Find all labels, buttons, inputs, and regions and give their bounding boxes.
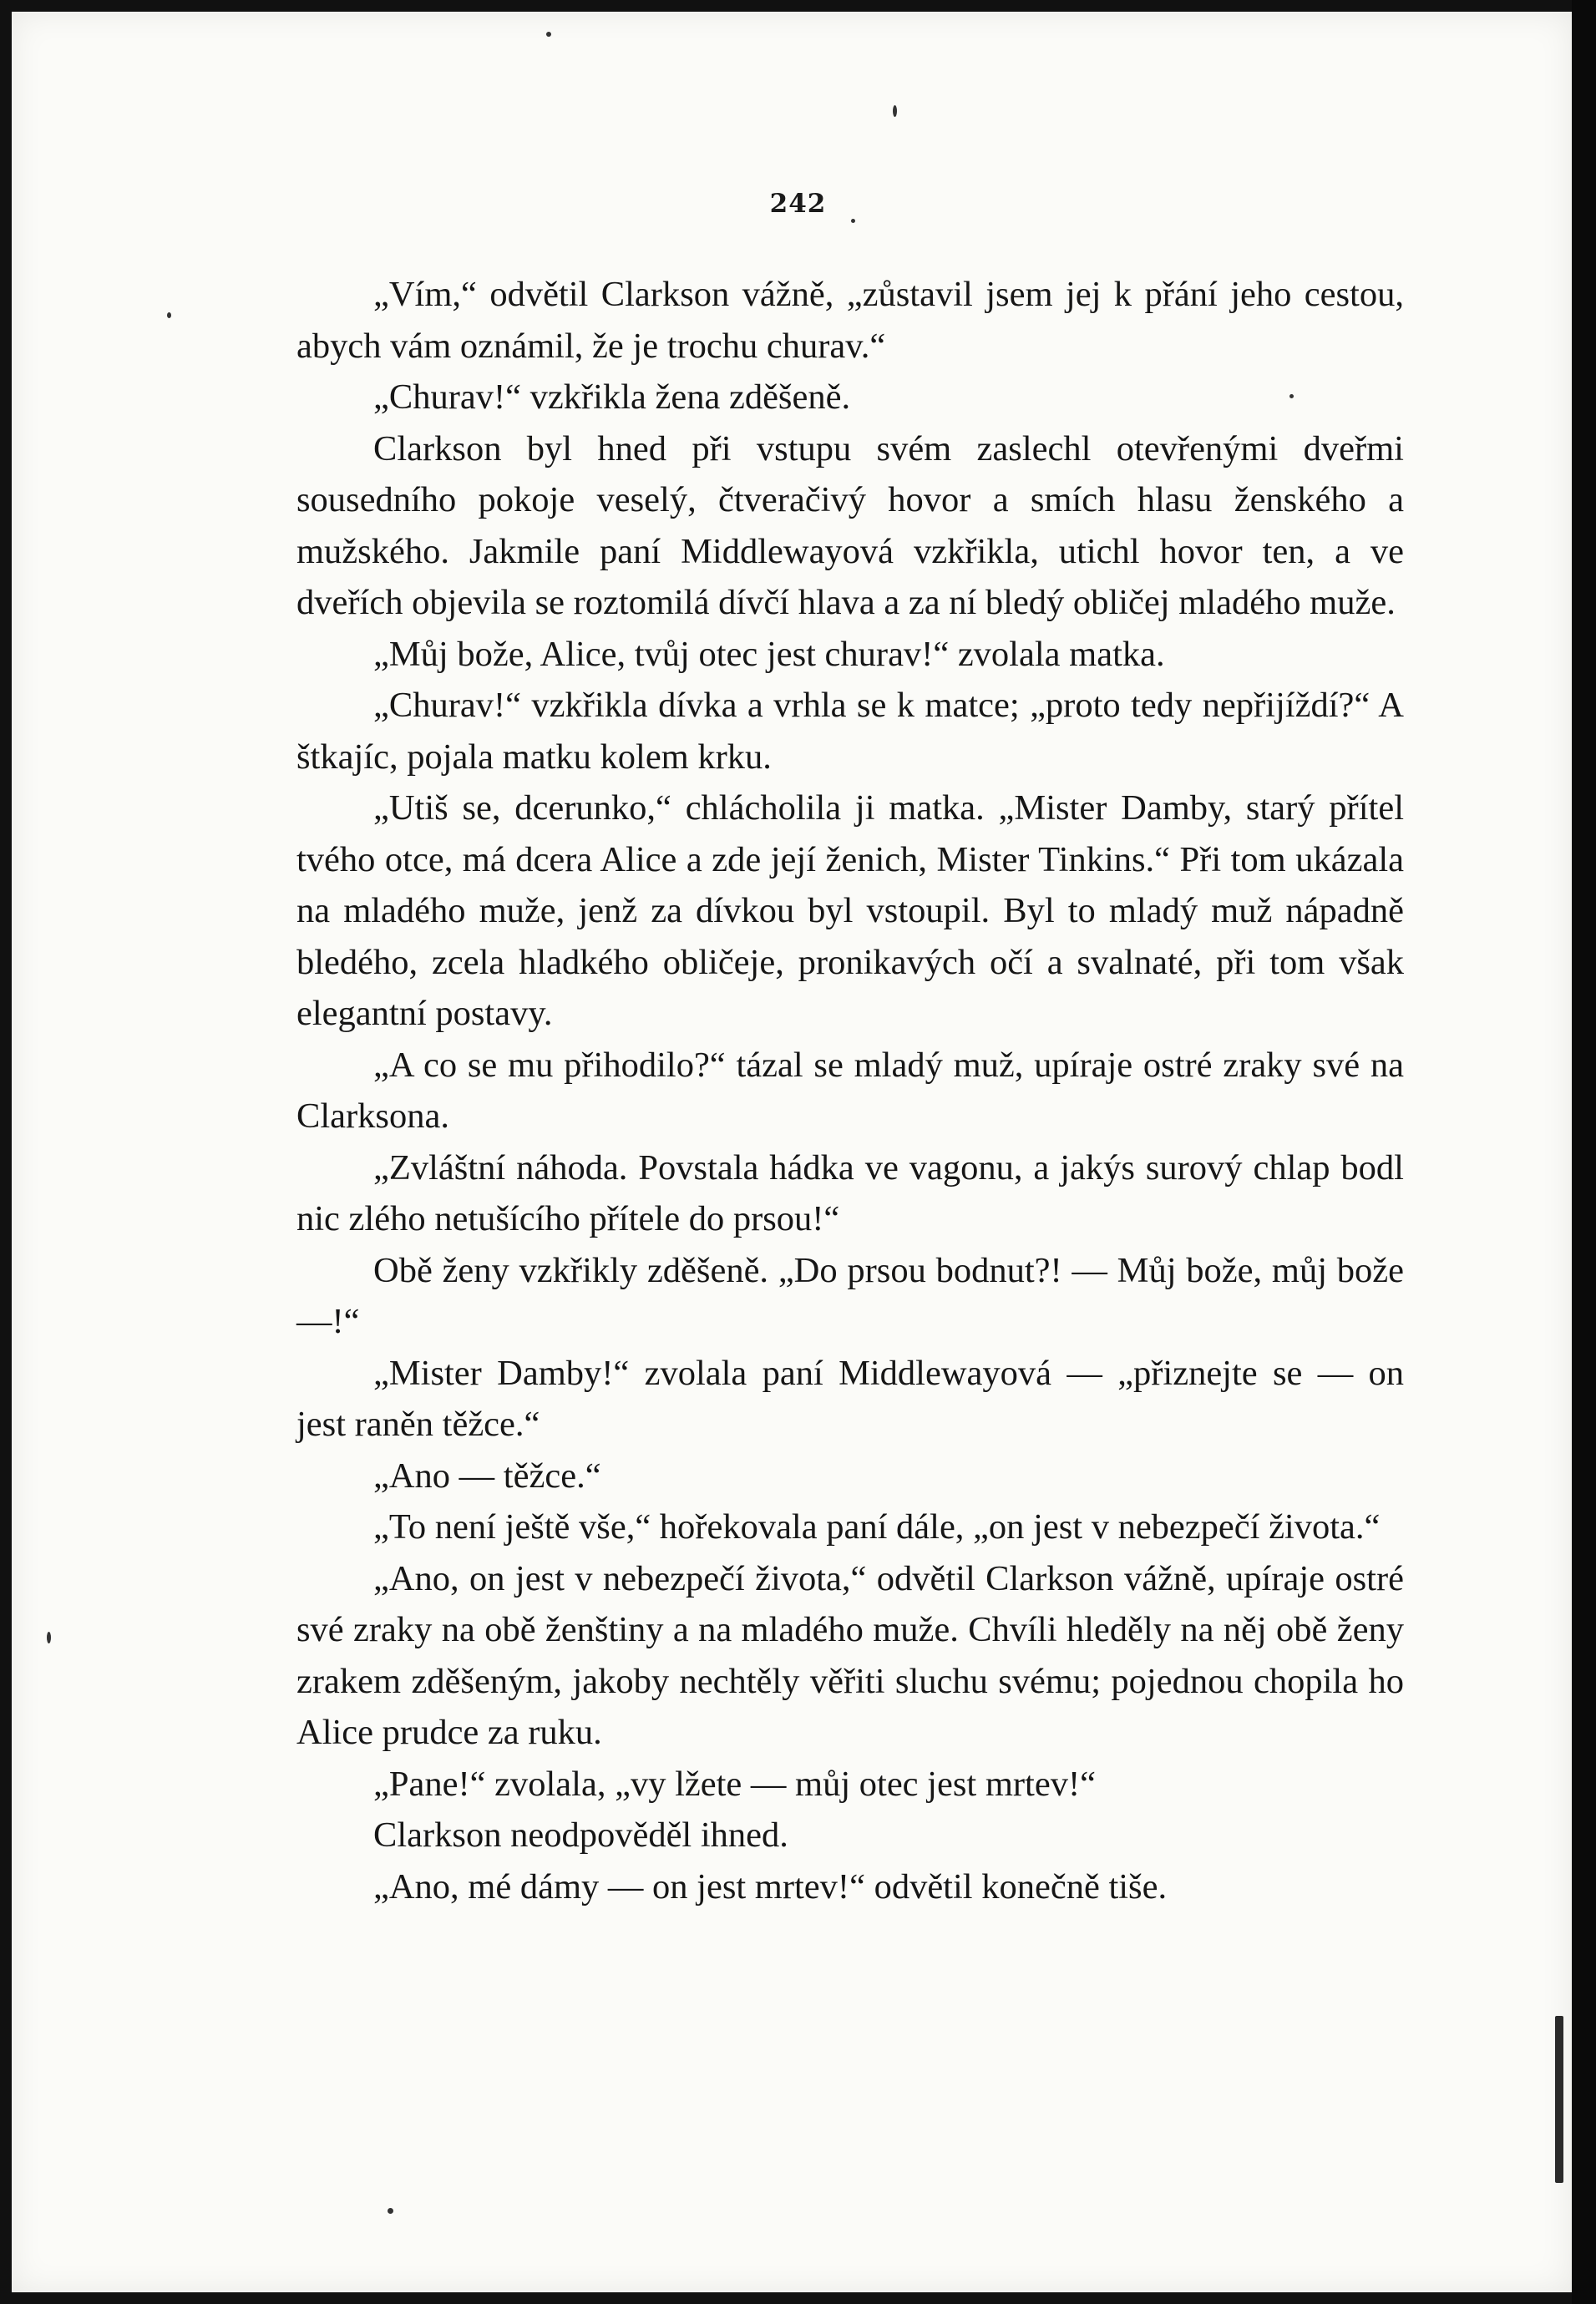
paragraph: „Churav!“ vzkřikla dívka a vrhla se k matce; „proto tedy nepřijíždí?“ A štkajíc, pojala matku kolem krku. — [296, 686, 1404, 777]
paragraph: „Churav!“ vzkřikla žena zděšeně. — [373, 377, 851, 417]
ink-speck — [851, 219, 855, 223]
paragraph: Clarkson neodpověděl ihned. — [373, 1815, 788, 1855]
body-text — [296, 269, 1404, 1912]
page-edge-shadow — [1572, 0, 1596, 2304]
ink-speck — [893, 105, 897, 117]
paragraph: „Pane!“ zvolala, „vy lžete — můj otec jest mrtev!“ — [373, 1764, 1096, 1804]
ink-speck — [1555, 2016, 1563, 2183]
page-number: 242 — [769, 189, 827, 219]
paragraph: „A co se mu přihodilo?“ tázal se mladý muž, upíraje ostré zraky své na Clarksona. — [296, 1045, 1404, 1136]
paragraph: „Vím,“ odvětil Clarkson vážně, „zůstavil jsem jej k přání jeho cestou, abych vám oznámil, že je trochu churav.“ — [296, 275, 1404, 366]
paragraph: „Zvláštní náhoda. Povstala hádka ve vagonu, a jakýs surový chlap bodl nic zlého netušícího přítele do prsou!“ — [296, 1147, 1404, 1238]
paragraph: „Utiš se, dcerunko,“ chlácholila ji matka. „Mister Damby, starý přítel tvého otce, má dcera Alice a zde její ženich, Mister Tinkins.“ Při tom ukázala na mladého muže, jenž za dívkou byl vstoupil. Byl to mladý muž nápadně bledého, zcela hladkého obličeje, pronikavých očí a svalnaté, při tom však elegantní postavy. — [296, 788, 1404, 1033]
ink-speck — [47, 1632, 51, 1643]
paragraph: „Ano, mé dámy — on jest mrtev!“ odvětil konečně tiše. — [373, 1866, 1168, 1906]
paragraph: „Ano — těžce.“ — [373, 1456, 601, 1496]
paragraph: Obě ženy vzkřikly zděšeně. „Do prsou bodnut?! — Můj bože, můj bože —!“ — [296, 1250, 1404, 1341]
paragraph: „Můj bože, Alice, tvůj otec jest churav!“ zvolala matka. — [373, 634, 1165, 674]
ink-speck — [388, 2208, 393, 2214]
paragraph: „Ano, on jest v nebezpečí života,“ odvětil Clarkson vážně, upíraje ostré své zraky na obě ženštiny a na mladého muže. Chvíli hleděly na něj obě ženy zrakem zděšeným, jakoby nechtěly věřiti sluchu svému; pojednou chopila ho Alice prudce za ruku. — [296, 1558, 1404, 1752]
paragraph: „To není ještě vše,“ hořekovala paní dále, „on jest v nebezpečí života.“ — [373, 1507, 1381, 1547]
ink-speck — [167, 312, 171, 318]
ink-speck — [546, 32, 551, 37]
paragraph: Clarkson byl hned při vstupu svém zaslechl otevřenými dveřmi sousedního pokoje veselý, čtveračivý hovor a smích hlasu ženského a mužského. Jakmile paní Middlewayová vzkřikla, utichl hovor ten, a ve dveřích objevila se roztomilá dívčí hlava a za ní bledý obličej mladého muže. — [296, 428, 1404, 622]
paragraph: „Mister Damby!“ zvolala paní Middlewayová — „přiznejte se — on jest raněn těžce.“ — [296, 1353, 1404, 1444]
